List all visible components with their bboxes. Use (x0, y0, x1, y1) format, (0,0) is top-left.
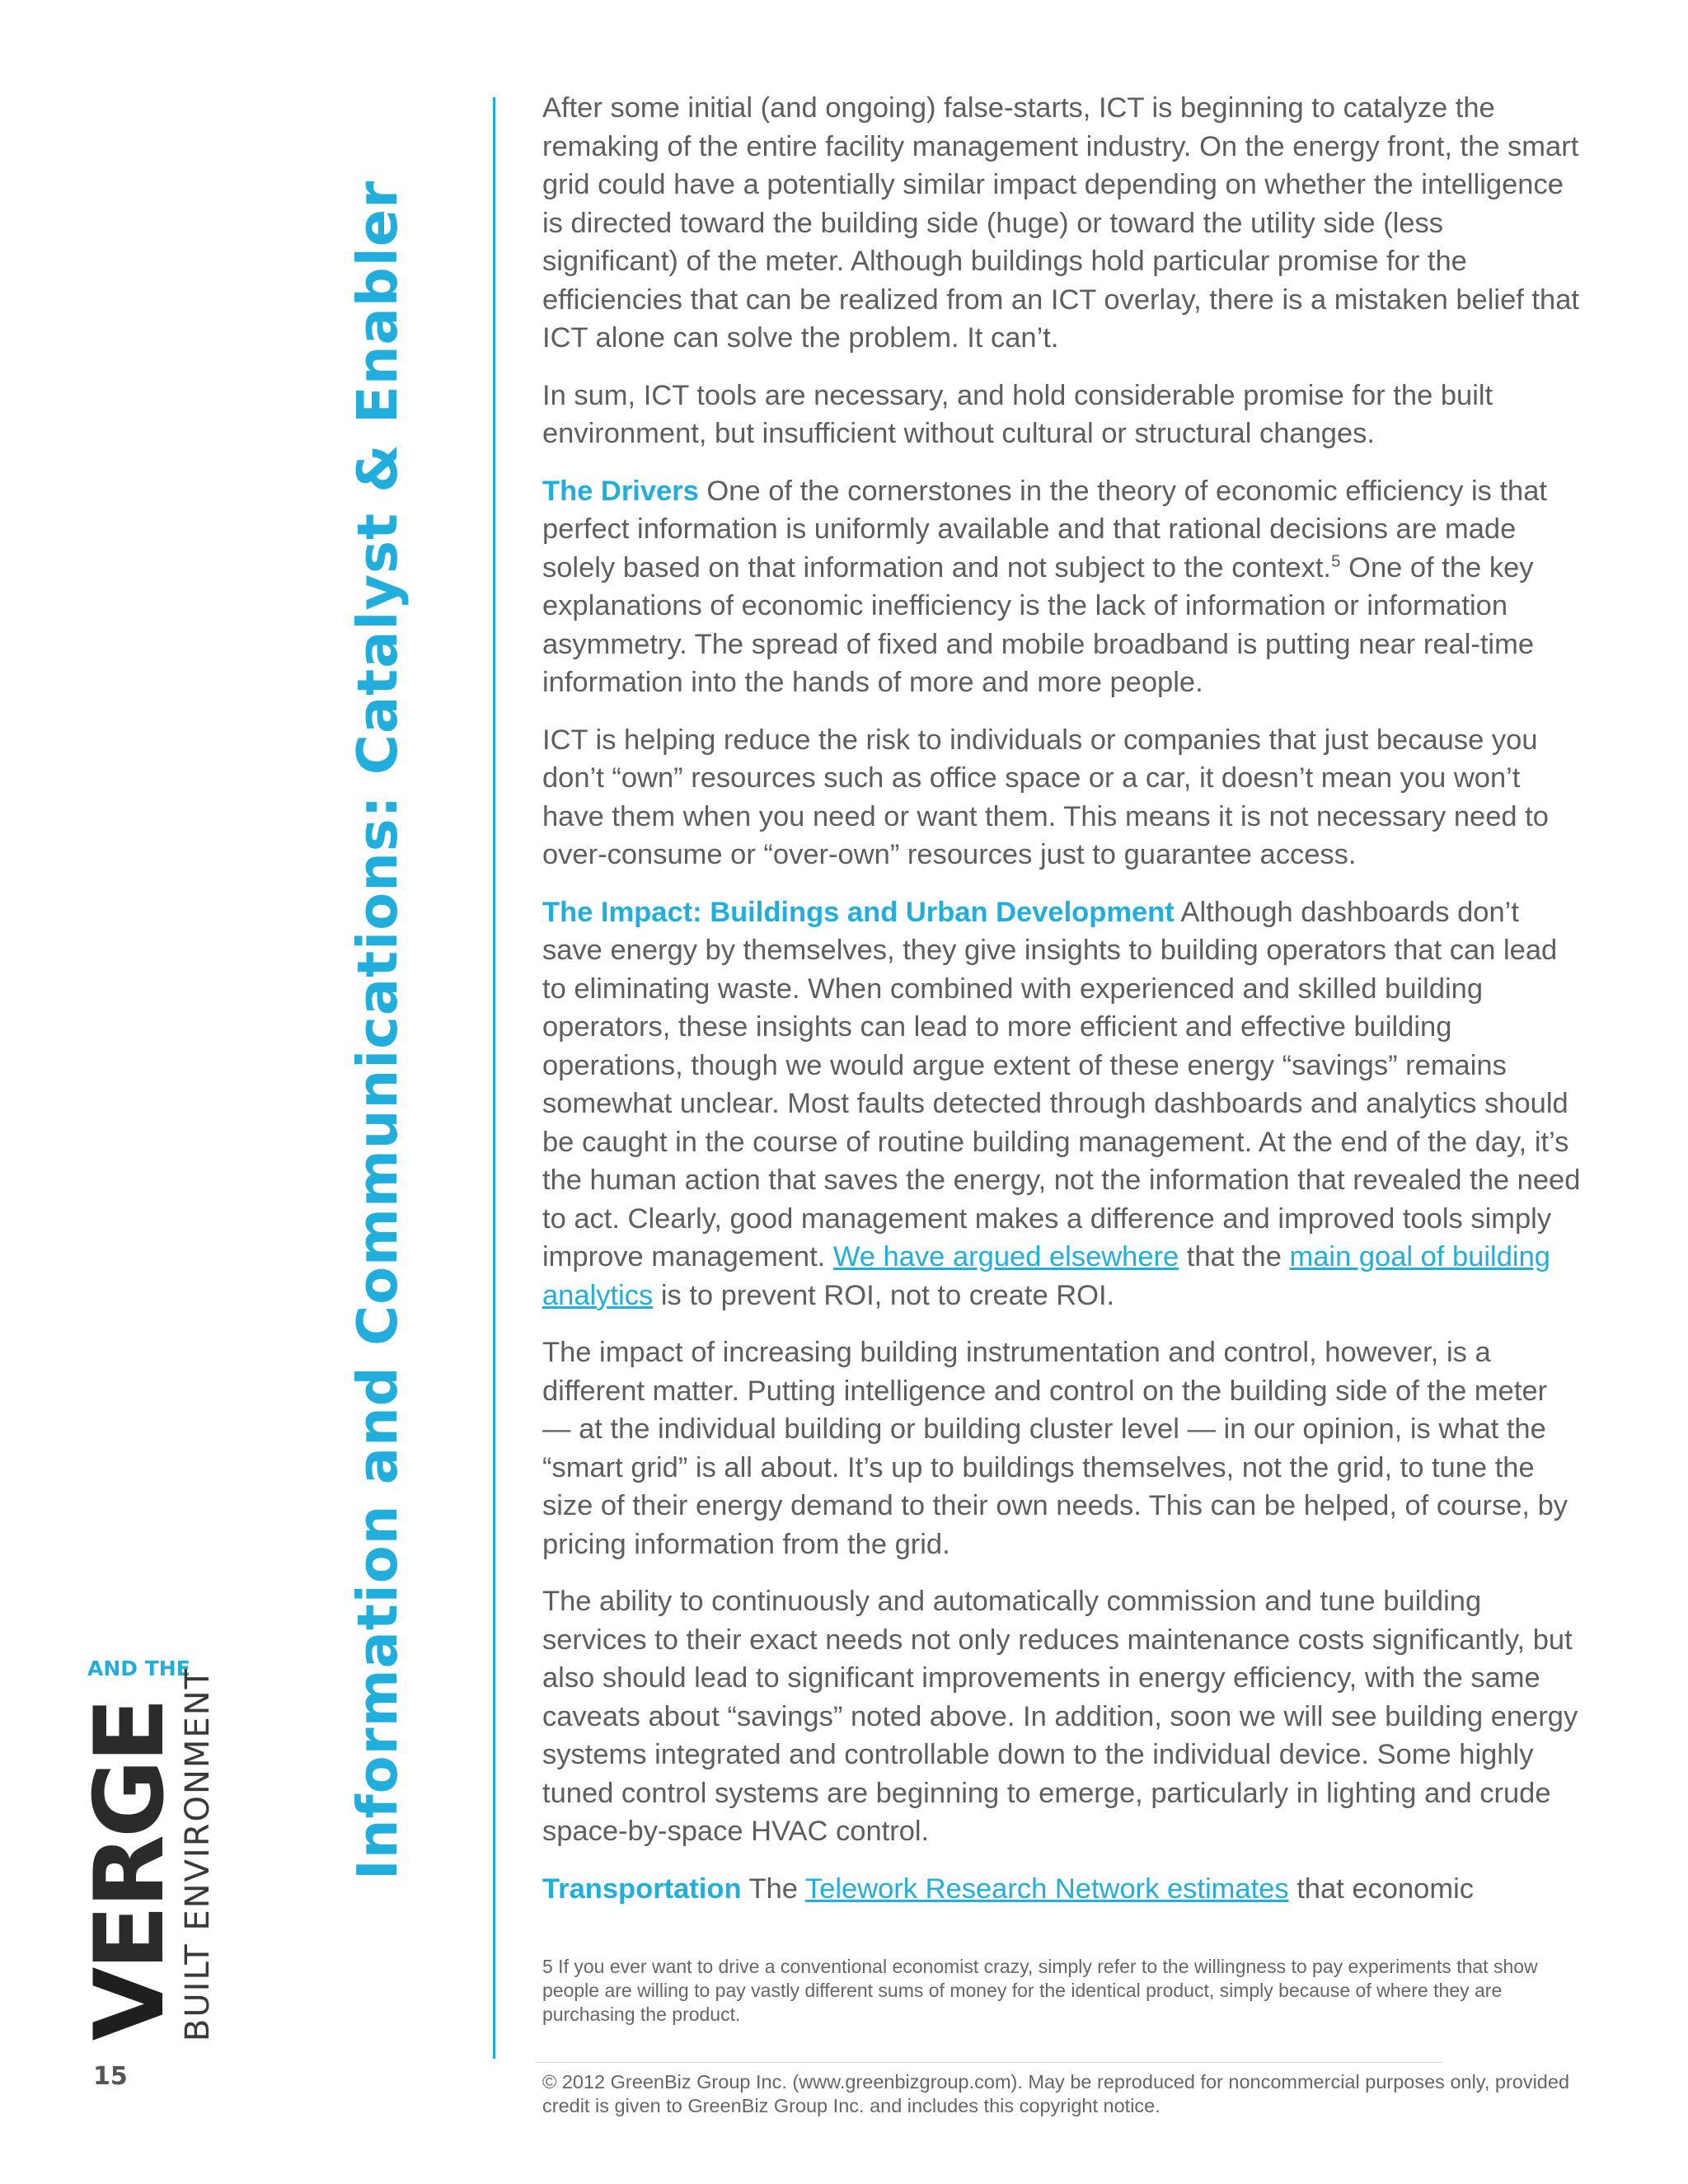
link-argued-elsewhere[interactable]: We have argued elsewhere (832, 1241, 1179, 1272)
logo-and-the: AND THE (87, 1657, 190, 1680)
paragraph-2: In sum, ICT tools are necessary, and hold considerable promise for the built environment, but insufficient without cultural or structural changes. (542, 379, 1493, 449)
link-building-analytics[interactable]: main goal of building analytics (542, 1241, 1550, 1311)
paragraph-1: After some initial (and ongoing) false-starts, ICT is beginning to catalyze the remaking of the entire facility management industry. On the energy front, the smart grid could have a potentially similar impact depending on whether the intelligence is directed toward the building side (huge) or toward the utility side (less significant) of the meter. Although buildings hold particular promise for the efficiencies that can be realized from an ICT overlay, there is a mistaken belief that ICT alone can solve the problem. It can’t. (542, 92, 1579, 354)
impact-text-b: that the (1179, 1241, 1290, 1272)
article-body (542, 89, 1582, 1927)
heading-drivers: The Drivers (542, 475, 699, 507)
transportation-text-a: The (741, 1872, 805, 1905)
footer-divider (536, 2062, 1442, 2063)
logo-verge (74, 1700, 185, 2041)
paragraph-4: ICT is helping reduce the risk to individuals or companies that just because you don’t “own” resources such as office space or a car, it doesn’t mean you won’t have them when you need or want them. This means it is not necessary need to over-consume or “over-own” resources just to guarantee access. (542, 724, 1549, 870)
heading-impact: The Impact: Buildings and Urban Development (542, 896, 1175, 928)
footnote-5: 5 If you ever want to drive a conventional economist crazy, simply refer to the willingness to pay experiments that show people are willing to pay vastly different sums of money for the identical product, simply because of where they are purchasing the product. (542, 1956, 1538, 2025)
footnote-ref-5: 5 (1331, 551, 1341, 570)
link-telework-research[interactable]: Telework Research Network estimates (804, 1872, 1289, 1905)
copyright-notice: © 2012 GreenBiz Group Inc. (www.greenbizgroup.com). May be reproduced for noncommercial purposes only, provided credit is given to GreenBiz Group Inc. and includes this copyright notice. (542, 2071, 1570, 2116)
logo-verge-rest: ERGE (74, 1700, 185, 1971)
page-number: 15 (93, 2062, 128, 2091)
transportation-text-b: that economic (1288, 1872, 1474, 1905)
heading-transportation: Transportation (542, 1872, 742, 1905)
paragraph-impact (542, 893, 1582, 1315)
vertical-rule (493, 97, 495, 2059)
verge-logo (74, 1657, 221, 2044)
impact-text-c: is to prevent ROI, not to create ROI. (653, 1279, 1115, 1311)
paragraph-6: The impact of increasing building instrumentation and control, however, is a different matter. Putting intelligence and control on the building side of the meter — at the individual building or building cluster level — in our opinion, is what the “smart grid” is all about. It’s up to buildings themselves, not the grid, to tune the size of their energy demand to their own needs. This can be helped, of course, by pricing information from the grid. (542, 1337, 1568, 1560)
section-title: Information and Communications: Catalyst & Enabler (345, 180, 410, 1881)
logo-verge-v: V (74, 1970, 185, 2041)
impact-text-a: Although dashboards don’t save energy by themselves, they give insights to building operators that can lead to eliminating waste. When combined with experienced and skilled building operators, these insights can lead to more efficient and effective building operations, though we would argue extent of these energy “savings” remains somewhat unclear. Most faults detected through dashboards and analytics should be caught in the course of routine building management. At the end of the day, it’s the human action that saves the energy, not the information that revealed the need to act. Clearly, good management makes a difference and improved tools simply improve management. (542, 896, 1581, 1272)
paragraph-transportation (542, 1870, 1582, 1909)
drivers-text-a: One of the cornerstones in the theory of economic efficiency is that perfect information is uniformly available and that rational decisions are made solely based on that information and not subject to the context. (542, 475, 1548, 583)
drivers-text-b: One of the key explanations of economic inefficiency is the lack of information or information asymmetry. The spread of fixed and mobile broadband is putting near real-time information into the hands of more and more people. (542, 551, 1535, 698)
paragraph-drivers (542, 472, 1582, 702)
paragraph-7: The ability to continuously and automatically commission and tune building services to their exact needs not only reduces maintenance costs significantly, but also should lead to significant improvements in energy efficiency, with the same caveats about “savings” noted above. In addition, soon we will see building energy systems integrated and controllable down to the individual device. Some highly tuned control systems are beginning to emerge, particularly in lighting and crude space-by-space HVAC control. (542, 1586, 1578, 1847)
logo-built-environment: BUILT ENVIRONMENT (179, 1666, 217, 2042)
